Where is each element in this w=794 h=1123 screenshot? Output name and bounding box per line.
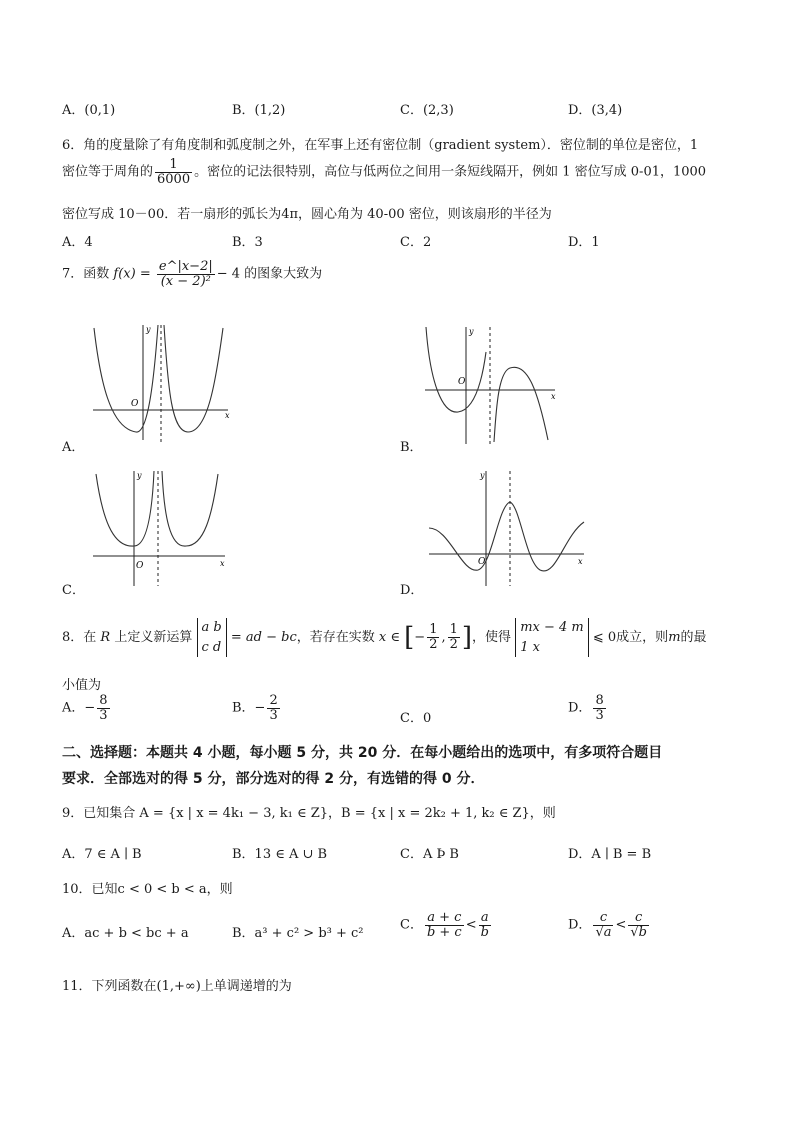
section2-line1: 二、选择题：本题共 4 小题，每小题 5 分，共 20 分．在每小题给出的选项中，有多项符合题目: [62, 745, 663, 761]
x-label: x: [225, 411, 230, 420]
q10-d-d2: √b: [630, 924, 647, 940]
y-label: y: [480, 471, 485, 480]
q10-c-pre: C．: [400, 917, 423, 933]
q5-option-b: B．(1,2): [232, 103, 286, 118]
q7-graph-c: [88, 466, 230, 588]
q8-line2: 小值为: [62, 678, 102, 693]
q8-stem: 8．在 R 上定义新运算 a b c d = ad − bc，若存在实数 x ∈ [− $\frac{1}{2}$ , $\frac{1}{2}$ ]，使得 mx − 4 m 1 x ⩽ 0成立，则m的最: [62, 618, 707, 657]
q10-d-frac2: [628, 911, 649, 939]
curve-right: [162, 471, 218, 546]
q8-mid1: 上定义新运算: [114, 630, 193, 645]
q10-c-d1: b + c: [426, 924, 462, 940]
q8-det2-row1: mx − 4 m: [520, 620, 584, 635]
q7-den: (x − 2)²: [160, 273, 211, 289]
curve-left: [426, 327, 486, 412]
q7-fraction: [157, 260, 215, 288]
q8-b-frac: [267, 694, 279, 722]
q8-bracket-open: [: [404, 622, 415, 653]
q5-option-d: D．(3,4): [568, 103, 623, 118]
q8-d-den: 3: [595, 707, 604, 723]
q10-d-pre: D．: [568, 917, 592, 933]
q7-label-d: D．: [400, 583, 424, 598]
q8-b-den: 3: [269, 707, 278, 723]
x-label: x: [578, 557, 583, 566]
q8-d-pre: D．: [568, 700, 592, 716]
q7-graph-a: [88, 320, 233, 445]
x-label: x: [220, 559, 225, 568]
q6-option-d: D．1: [568, 235, 600, 250]
q10-c-n2: a: [479, 911, 491, 926]
curve-right: [494, 367, 548, 442]
q5-option-a: A．(0,1): [62, 103, 116, 118]
q6-option-c: C．2: [400, 235, 432, 250]
q9-option-b: B．13 ∈ A ∪ B: [232, 847, 328, 862]
q8-det2-row2: 1 x: [520, 639, 540, 655]
q6-line2-post: 。密位的记法很特别，高位与低两位之间用一条短线隔开，例如 1 密位写成 0-01，1000: [194, 164, 707, 180]
q8-a-num: 8: [99, 693, 108, 708]
q7-label-a: A．: [62, 440, 85, 455]
q10-d-lt: <: [615, 917, 627, 933]
q8-pre: 8．在: [62, 630, 97, 645]
q7-graph-d: [424, 466, 589, 588]
q6-frac-den: 6000: [157, 171, 191, 187]
q8-option-a: [62, 694, 112, 722]
q10-c-frac1: [425, 911, 464, 939]
q6-frac-num: 1: [155, 158, 192, 173]
q8-le: ⩽ 0成立，则: [592, 630, 669, 645]
q8-eq: = ad − bc: [230, 630, 297, 645]
q8-determinant: [197, 618, 227, 657]
q10-stem: 10．已知c < 0 < b < a，则: [62, 882, 233, 897]
q8-R: R: [100, 630, 111, 645]
q10-c-n1: a + c: [425, 911, 464, 926]
q10-c-lt: <: [465, 917, 477, 933]
q7-label-c: C．: [62, 583, 85, 598]
q8-d-num: 8: [595, 693, 604, 708]
q5-option-c: C．(2,3): [400, 103, 454, 118]
q8-determinant-2: [515, 618, 589, 657]
q6-line2-pre: 密位等于周角的: [62, 164, 154, 180]
q9-option-c: C．A Þ B: [400, 847, 459, 862]
q9-stem: 9．已知集合 A = {x | x = 4k₁ − 3, k₁ ∈ Z}，B = {x | x = 2k₂ + 1, k₂ ∈ Z}，则: [62, 806, 556, 821]
q8-b-num: 2: [269, 693, 278, 708]
q10-d-n1: c: [593, 911, 613, 926]
y-label: y: [469, 327, 474, 336]
q8-a-pre: A．−: [62, 700, 96, 716]
q7-num: e^|x−2|: [158, 259, 213, 274]
q7-tail: − 4: [216, 266, 241, 282]
q10-c-d2: b: [480, 924, 489, 940]
y-label: y: [137, 471, 142, 480]
q8-option-c: C．0: [400, 711, 432, 726]
q10-c-frac2: [479, 911, 491, 939]
q8-bracket-close: ]: [461, 622, 473, 653]
q8-end: 的最: [680, 630, 707, 645]
q8-x-in: x ∈: [378, 630, 400, 645]
q11-stem: 11．下列函数在(1,+∞)上单调递增的为: [62, 979, 292, 994]
q6-line3: 密位写成 10－00．若一扇形的弧长为4π，圆心角为 40-00 密位，则该扇形的半径为: [62, 207, 552, 222]
q8-mid2: ，若存在实数: [296, 630, 375, 645]
origin-label: O: [131, 399, 139, 409]
q6-option-a: A．4: [62, 235, 93, 250]
q8-det-row1: a b: [201, 620, 222, 635]
q8-d-frac: [593, 694, 605, 722]
q8-int-left-num: 1: [429, 622, 438, 638]
q10-d-n2: c: [628, 911, 649, 926]
x-label: x: [551, 392, 556, 401]
origin-label: O: [136, 561, 144, 571]
q8-int-right-den: 2: [449, 637, 458, 652]
curve-left: [94, 325, 158, 432]
q8-a-den: 3: [99, 707, 108, 723]
q9-option-a: A．7 ∈ A ∣ B: [62, 847, 142, 862]
q7-post: 的图象大致为: [244, 266, 323, 282]
origin-label: O: [458, 377, 466, 387]
q7-stem: [62, 260, 322, 288]
q7-label-b: B．: [400, 440, 423, 455]
q10-d-frac1: [593, 911, 613, 939]
curve: [429, 502, 584, 571]
q10-option-b: B．a³ + c² > b³ + c²: [232, 926, 364, 941]
q8-m: m: [668, 630, 681, 645]
q8-mid3: ，使得: [472, 630, 512, 645]
q8-b-pre: B．−: [232, 700, 266, 716]
curve-left: [96, 471, 154, 546]
origin-label: O: [478, 557, 486, 567]
q8-int-left-den: 2: [429, 637, 438, 652]
q10-d-d1: √a: [595, 924, 612, 940]
q8-det-row2: c d: [201, 639, 222, 655]
q9-option-d: D．A ∣ B = B: [568, 847, 652, 862]
curve-right: [164, 325, 223, 432]
q8-option-b: [232, 694, 282, 722]
q7-graph-b: [420, 322, 560, 447]
q6-line1: 6．角的度量除了有角度制和弧度制之外，在军事上还有密位制（gradient system）．密位制的单位是密位，1: [62, 138, 699, 153]
section2-line2: 要求．全部选对的得 5 分，部分选对的得 2 分，有选错的得 0 分．: [62, 771, 485, 787]
q7-func: f(x) =: [113, 266, 151, 282]
q7-pre: 7．函数: [62, 266, 110, 282]
q8-a-frac: [97, 694, 109, 722]
y-label: y: [146, 325, 151, 334]
q10-option-d: [568, 911, 651, 939]
q6-line2: [62, 158, 706, 186]
q10-option-a: A．ac + b < bc + a: [62, 926, 189, 941]
q8-int-right: [448, 623, 460, 651]
q6-fraction: [155, 158, 192, 186]
q8-int-right-num: 1: [449, 622, 458, 638]
q8-int-left: [427, 623, 439, 651]
q10-option-c: [400, 911, 493, 939]
q6-option-b: B．3: [232, 235, 263, 250]
q8-option-d: [568, 694, 608, 722]
